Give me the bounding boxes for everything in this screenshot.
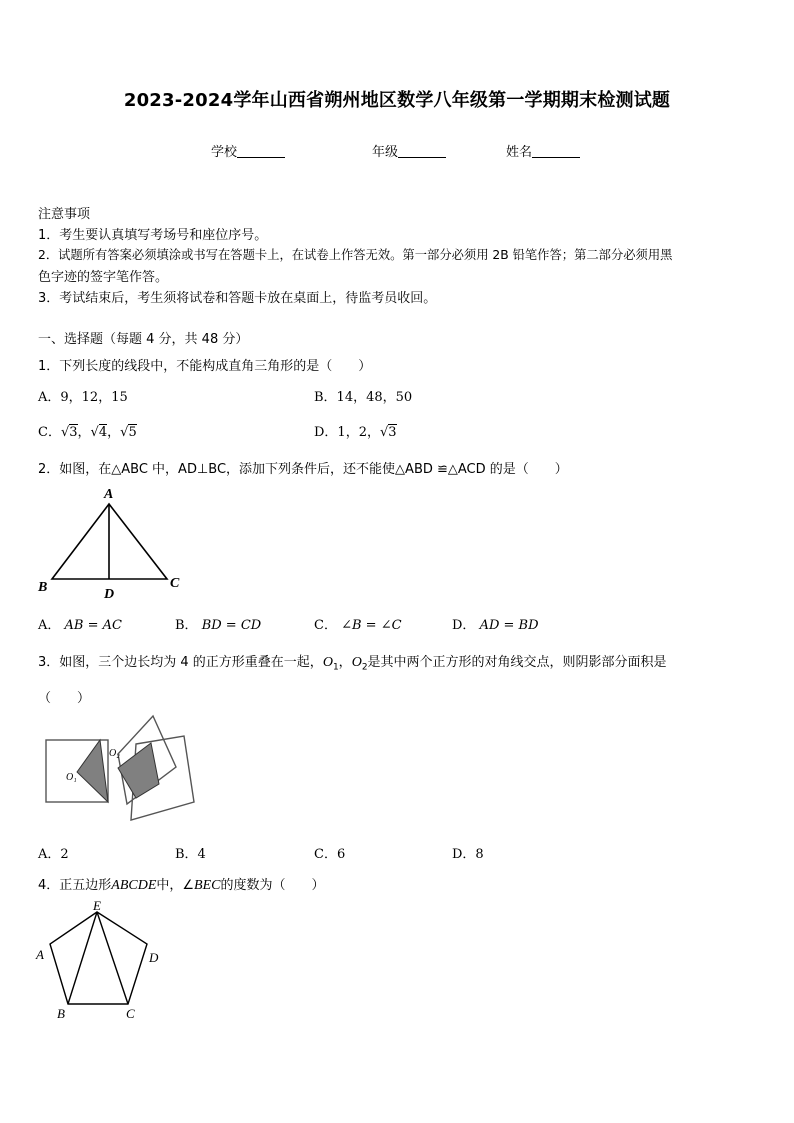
q3-stem-part1: 3．如图，三个边长均为 4 的正方形重叠在一起， — [38, 655, 323, 670]
sqrt-symbol: √ — [90, 425, 99, 440]
q2-option-d-letter: D． — [452, 618, 476, 633]
label-b: B — [57, 1006, 65, 1021]
q1-option-c-prefix: C． — [38, 425, 61, 440]
name-field — [506, 141, 580, 160]
label-e: E — [93, 898, 101, 913]
section-heading: 一、选择题（每题 4 分，共 48 分） — [38, 332, 249, 347]
q2-option-b-letter: B． — [175, 618, 198, 633]
school-label: 学校 — [211, 145, 238, 160]
q3-squares-figure — [40, 712, 200, 824]
segment-eb — [68, 912, 97, 1004]
q3-option-b: B．4 — [175, 847, 206, 862]
q3-stem-o1-sub: 1 — [332, 662, 339, 673]
q4-stem — [38, 874, 325, 894]
q2-option-a-letter: A． — [38, 618, 61, 633]
label-c: C — [170, 576, 180, 591]
q2-triangle-figure — [34, 484, 194, 602]
school-field — [211, 141, 285, 160]
notes-item-3: 3．考试结束后，考生须将试卷和答题卡放在桌面上，待监考员收回。 — [38, 291, 437, 306]
q1-option-d-prefix: D．1，2， — [314, 425, 380, 440]
q4-stem-part2: 中，∠ — [156, 878, 195, 893]
q3-stem-o2: O — [351, 655, 362, 670]
q1-option-b: B．14，48，50 — [314, 390, 413, 405]
q2-option-c-text: ∠B = ∠C — [341, 618, 402, 633]
sqrt-symbol: √ — [60, 425, 70, 440]
grade-field — [372, 141, 446, 160]
label-d: D — [104, 587, 115, 602]
name-blank — [532, 144, 580, 158]
q3-stem-o2-sub: 2 — [361, 662, 368, 673]
sqrt-symbol: √ — [120, 425, 129, 440]
q3-option-d: D．8 — [452, 847, 484, 862]
q2-option-c-letter: C． — [314, 618, 337, 633]
q1-option-c: C．√3，√4，√5 — [38, 425, 137, 440]
label-o1: O₁ — [66, 772, 77, 783]
q4-stem-part1: 4．正五边形 — [38, 878, 112, 893]
q1-option-d — [314, 421, 397, 440]
q3-stem — [38, 651, 667, 673]
q3-stem-part2: 是其中两个正方形的对角线交点，则阴影部分面积是 — [367, 655, 667, 670]
label-o2: O₂ — [109, 748, 120, 759]
q1-c-root-2: 4 — [98, 425, 108, 440]
q2-option-a — [38, 614, 122, 633]
q2-option-b-text: BD = CD — [201, 618, 262, 633]
q2-option-d-text: AD = BD — [479, 618, 539, 633]
notes-item-2: 2．试题所有答案必须填涂或书写在答题卡上，在试卷上作答无效。第一部分必须用 2B 铅笔作答；第二部分必须用黑 — [38, 248, 673, 262]
q2-stem: 2．如图，在△ABC 中，AD⊥BC，添加下列条件后，还不能使△ABD ≌△ACD 的是（ ） — [38, 462, 568, 477]
q3-stem-sep: ， — [338, 655, 352, 670]
q4-stem-shape: ABCDE — [111, 878, 157, 893]
q1-c-root-3: 5 — [128, 425, 137, 440]
notes-item-1: 1．考生要认真填写考场号和座位序号。 — [38, 228, 268, 243]
q2-option-b — [175, 614, 261, 633]
q3-stem-o1: O — [322, 655, 333, 670]
label-c: C — [126, 1006, 135, 1021]
segment-ec — [97, 912, 128, 1004]
q1-d-root: 3 — [388, 425, 397, 440]
q2-option-a-text: AB = AC — [64, 618, 122, 633]
q1-c-root-1: 3 — [69, 425, 78, 440]
q2-option-c — [314, 614, 402, 633]
q3-option-a: A．2 — [38, 847, 69, 862]
label-a: A — [104, 487, 114, 502]
grade-label: 年级 — [372, 145, 399, 160]
q1-option-a: A．9，12，15 — [38, 390, 128, 405]
school-blank — [237, 144, 285, 158]
label-a: A — [36, 947, 44, 962]
q4-stem-angle: BEC — [194, 878, 221, 893]
shaded-region-1 — [77, 740, 108, 802]
name-label: 姓名 — [506, 145, 533, 160]
label-d: D — [149, 950, 159, 965]
q4-pentagon-figure — [32, 896, 172, 1022]
notes-heading: 注意事项 — [38, 207, 91, 222]
q3-paren: （ ） — [38, 691, 91, 706]
exam-title: 2023-2024学年山西省朔州地区数学八年级第一学期期末检测试题 — [123, 90, 671, 111]
sqrt-symbol: √ — [379, 425, 389, 440]
q3-option-c: C．6 — [314, 847, 346, 862]
q2-option-d — [452, 614, 539, 633]
q4-stem-part3: 的度数为（ ） — [220, 878, 325, 893]
notes-item-2-cont: 色字迹的签字笔作答。 — [38, 270, 169, 285]
grade-blank — [398, 144, 446, 158]
q1-stem: 1．下列长度的线段中，不能构成直角三角形的是（ ） — [38, 359, 372, 374]
label-b: B — [38, 580, 48, 595]
pentagon-abcde — [50, 912, 147, 1004]
